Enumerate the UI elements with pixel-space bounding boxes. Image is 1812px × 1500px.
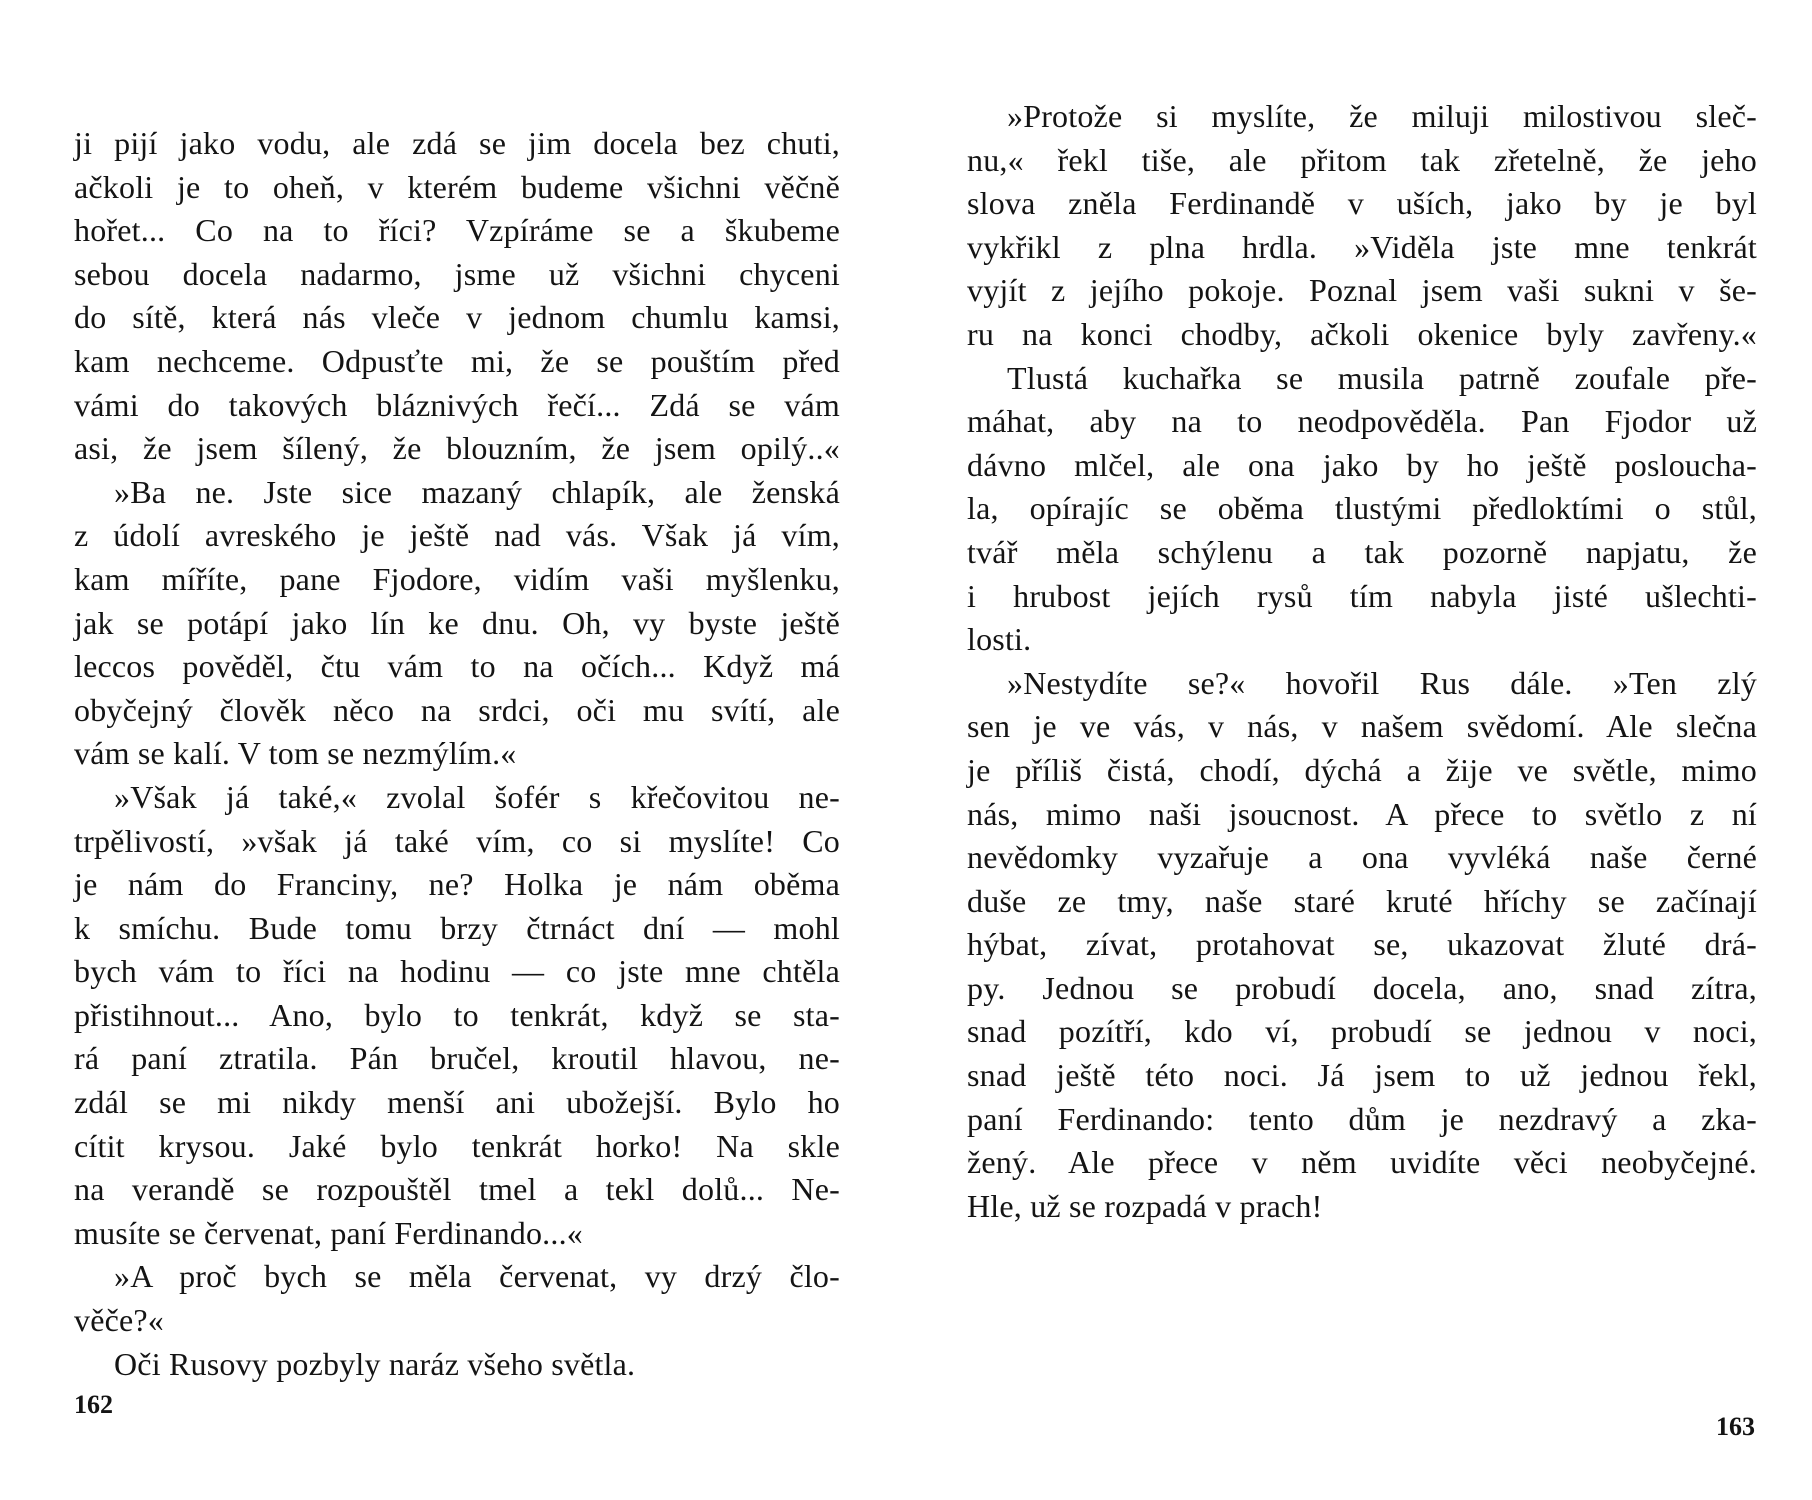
- text-line: snad ještě této noci. Já jsem to už jednou řekl,: [967, 1057, 1757, 1094]
- text-line: ačkoli je to oheň, v kterém budeme všichni věčně: [74, 168, 840, 205]
- right-page-text: [967, 95, 1757, 1228]
- text-line: i hrubost jejích rysů tím nabyla jisté ušlechti-: [967, 577, 1757, 614]
- text-line: věče?«: [74, 1302, 165, 1339]
- text-line: hořet... Co na to říci? Vzpíráme se a škubeme: [74, 212, 840, 249]
- text-line: Hle, už se rozpadá v prach!: [967, 1187, 1323, 1224]
- text-line: sebou docela nadarmo, jsme už všichni chyceni: [74, 255, 840, 292]
- text-line: nás, mimo naši jsoucnost. A přece to světlo z ní: [967, 795, 1757, 832]
- text-line: »A proč bych se měla červenat, vy drzý člo-: [114, 1258, 840, 1295]
- text-line: do sítě, která nás vleče v jednom chumlu kamsi,: [74, 299, 840, 336]
- text-line: duše ze tmy, naše staré kruté hříchy se začínají: [967, 882, 1757, 919]
- page-number-left: 162: [74, 1390, 113, 1419]
- text-line: bych vám to říci na hodinu — co jste mne chtěla: [74, 953, 840, 990]
- text-line: losti.: [967, 621, 1032, 658]
- text-line: je nám do Franciny, ne? Holka je nám oběma: [74, 866, 840, 903]
- text-line: asi, že jsem šílený, že blouzním, že jsem opilý..«: [74, 430, 840, 467]
- text-line: máhat, aby na to neodpověděla. Pan Fjodor už: [967, 403, 1757, 440]
- text-line: zdál se mi nikdy menší ani ubožejší. Bylo ho: [74, 1084, 840, 1121]
- text-line: trpělivostí, »však já také vím, co si myslíte! Co: [74, 822, 840, 859]
- text-line: »Protože si myslíte, že miluji milostivou sleč-: [1007, 98, 1757, 134]
- right-page: [967, 95, 1757, 1228]
- text-line: přistihnout... Ano, bylo to tenkrát, když se sta-: [74, 996, 840, 1033]
- text-line: jak se potápí jako lín ke dnu. Oh, vy byste ještě: [74, 604, 840, 641]
- text-line: py. Jednou se probudí docela, ano, snad zítra,: [967, 969, 1757, 1006]
- left-page-text: [74, 122, 840, 1386]
- text-line: ru na konci chodby, ačkoli okenice byly zavřeny.«: [967, 315, 1757, 352]
- text-line: leccos pověděl, čtu vám to na očích... Když má: [74, 648, 840, 685]
- text-line: musíte se červenat, paní Ferdinando...«: [74, 1214, 583, 1251]
- text-line: kam nechceme. Odpusťte mi, že se pouštím před: [74, 342, 840, 379]
- text-line: snad pozítří, kdo ví, probudí se jednou v noci,: [967, 1013, 1757, 1050]
- text-line: k smíchu. Bude tomu brzy čtrnáct dní — mohl: [74, 909, 840, 946]
- text-line: »Ba ne. Jste sice mazaný chlapík, ale ženská: [114, 473, 840, 510]
- page-number-right: 163: [1716, 1412, 1755, 1441]
- text-line: »Nestydíte se?« hovořil Rus dále. »Ten zlý: [1007, 664, 1757, 701]
- text-line: Tlustá kuchařka se musila patrně zoufale pře-: [1007, 359, 1757, 396]
- text-line: »Však já také,« zvolal šofér s křečovitou ne-: [114, 778, 840, 815]
- text-line: paní Ferdinando: tento dům je nezdravý a zka-: [967, 1100, 1757, 1137]
- text-line: žený. Ale přece v něm uvidíte věci neobyčejné.: [967, 1144, 1757, 1181]
- text-line: vám se kalí. V tom se nezmýlím.«: [74, 735, 517, 772]
- text-line: obyčejný člověk něco na srdci, oči mu svítí, ale: [74, 691, 840, 728]
- text-line: kam míříte, pane Fjodore, vidím vaši myšlenku,: [74, 560, 840, 597]
- text-line: nevědomky vyzařuje a ona vyvléká naše černé: [967, 839, 1757, 876]
- left-page: [74, 122, 840, 1386]
- text-line: vyjít z jejího pokoje. Poznal jsem vaši sukni v še-: [967, 272, 1757, 309]
- text-line: hýbat, zívat, protahovat se, ukazovat žluté drá-: [967, 926, 1757, 963]
- text-line: sen je ve vás, v nás, v našem svědomí. Ale slečna: [967, 708, 1757, 745]
- text-line: z údolí avreského je ještě nad vás. Však já vím,: [74, 517, 840, 554]
- text-line: la, opírajíc se oběma tlustými předloktími o stůl,: [967, 490, 1757, 527]
- text-line: tvář měla schýlenu a tak pozorně napjatu, že: [967, 533, 1757, 570]
- text-line: nu,« řekl tiše, ale přitom tak zřetelně, že jeho: [967, 141, 1757, 178]
- text-line: ji pijí jako vodu, ale zdá se jim docela bez chuti,: [74, 125, 840, 161]
- text-line: dávno mlčel, ale ona jako by ho ještě posloucha-: [967, 446, 1757, 483]
- text-line: slova zněla Ferdinandě v uších, jako by je byl: [967, 185, 1757, 222]
- text-line: cítit krysou. Jaké bylo tenkrát horko! Na skle: [74, 1127, 840, 1164]
- text-line: Oči Rusovy pozbyly naráz všeho světla.: [114, 1345, 636, 1382]
- text-line: vykřikl z plna hrdla. »Viděla jste mne tenkrát: [967, 228, 1757, 265]
- text-line: je příliš čistá, chodí, dýchá a žije ve světle, mimo: [967, 751, 1757, 788]
- text-line: rá paní ztratila. Pán bručel, kroutil hlavou, ne-: [74, 1040, 840, 1077]
- text-line: na verandě se rozpouštěl tmel a tekl dolů... Ne-: [74, 1171, 840, 1208]
- text-line: vámi do takových bláznivých řečí... Zdá se vám: [74, 386, 840, 423]
